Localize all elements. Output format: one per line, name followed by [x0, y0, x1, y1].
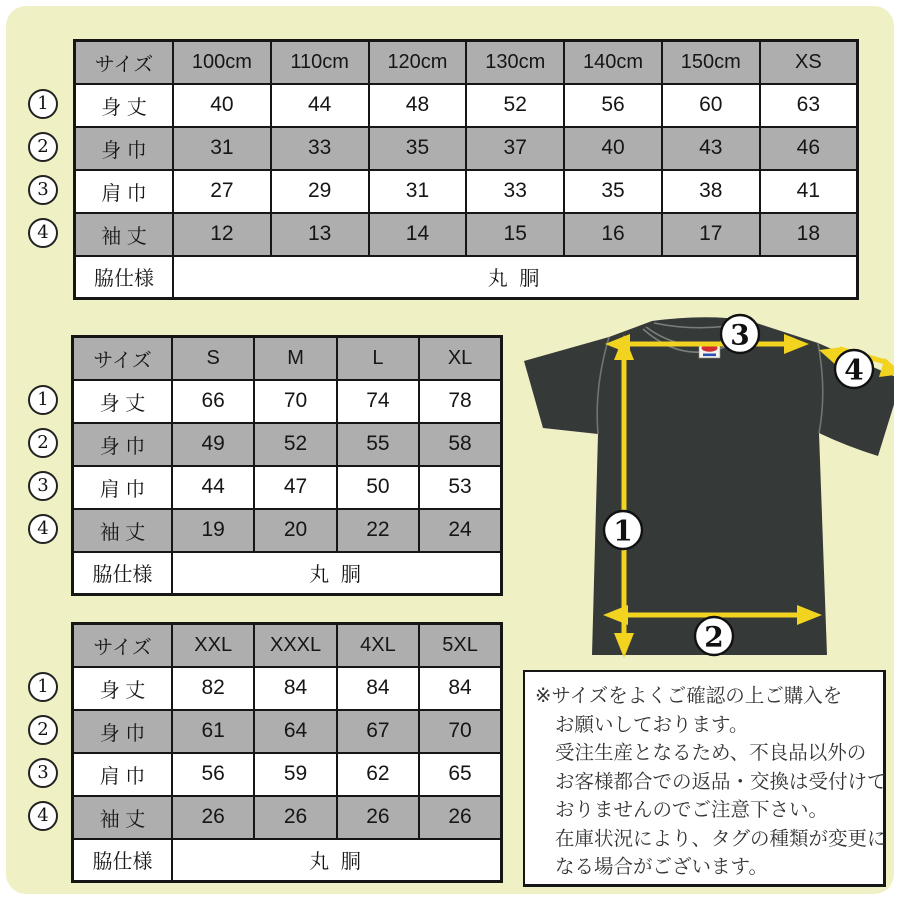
row-markers-kids-table: [28, 89, 58, 248]
circled-row-number: 3: [28, 471, 58, 501]
measure-value-cell: 84: [254, 667, 336, 710]
header-row: [73, 337, 502, 380]
measure-value-cell: 78: [419, 380, 501, 423]
circled-row-number: 1: [28, 385, 58, 415]
measure-row: [75, 213, 858, 256]
notice-line: おりませんのでご注意下さい。: [555, 799, 829, 821]
measure-value-cell: 14: [369, 213, 467, 256]
measure-label-cell: 身 巾: [73, 710, 173, 753]
measure-value-cell: 41: [760, 170, 858, 213]
measure-value-cell: 20: [254, 509, 336, 552]
size-label-header-cell: サイズ: [75, 41, 174, 84]
measure-value-cell: 70: [419, 710, 501, 753]
measure-value-cell: 63: [760, 84, 858, 127]
badge-1: [604, 511, 642, 549]
measure-value-cell: 19: [172, 509, 254, 552]
measure-row: [73, 466, 502, 509]
size-header-cell: 110cm: [271, 41, 369, 84]
measure-value-cell: 37: [466, 127, 564, 170]
size-header-cell: XL: [419, 337, 501, 380]
size-header-cell: XXXL: [254, 624, 336, 667]
measure-value-cell: 15: [466, 213, 564, 256]
measure-value-cell: 67: [337, 710, 419, 753]
side-spec-row: [73, 839, 502, 882]
measure-value-cell: 46: [760, 127, 858, 170]
size-label-header-cell: サイズ: [73, 337, 173, 380]
size-table-xxl-5xl: [71, 622, 503, 883]
measure-value-cell: 44: [172, 466, 254, 509]
measure-label-cell: 袖 丈: [73, 509, 173, 552]
notice-line: なる場合がございます。: [555, 856, 768, 878]
side-spec-value-cell: 丸 胴: [172, 552, 502, 595]
measure-value-cell: 61: [172, 710, 254, 753]
header-row: [75, 41, 858, 84]
badge-2: [695, 617, 733, 655]
measure-value-cell: 43: [662, 127, 760, 170]
measure-value-cell: 17: [662, 213, 760, 256]
circled-row-number: 3: [28, 175, 58, 205]
measure-value-cell: 16: [564, 213, 662, 256]
measure-value-cell: 70: [254, 380, 336, 423]
measure-label-cell: 身 巾: [73, 423, 173, 466]
circled-row-number: 1: [28, 672, 58, 702]
badge-4: [835, 350, 873, 388]
size-table-s-xl: [71, 335, 503, 596]
svg-text:1: 1: [613, 514, 633, 548]
measure-value-cell: 35: [369, 127, 467, 170]
measure-row: [73, 509, 502, 552]
size-header-cell: 130cm: [466, 41, 564, 84]
side-spec-label-cell: 脇仕様: [73, 839, 173, 882]
measure-value-cell: 27: [173, 170, 271, 213]
size-table-kids-xs: [73, 39, 859, 300]
measure-value-cell: 58: [419, 423, 501, 466]
measure-value-cell: 56: [564, 84, 662, 127]
measure-value-cell: 40: [564, 127, 662, 170]
measure-value-cell: 52: [466, 84, 564, 127]
size-header-cell: XXL: [172, 624, 254, 667]
measure-value-cell: 22: [337, 509, 419, 552]
notice-line: 受注生産となるため、不良品以外の: [555, 742, 867, 764]
measure-label-cell: 肩 巾: [73, 753, 173, 796]
circled-row-number: 4: [28, 801, 58, 831]
measure-value-cell: 74: [337, 380, 419, 423]
purchase-notice-box: [523, 670, 886, 887]
measure-value-cell: 52: [254, 423, 336, 466]
measure-row: [73, 710, 502, 753]
measure-value-cell: 55: [337, 423, 419, 466]
size-header-cell: M: [254, 337, 336, 380]
size-header-cell: 120cm: [369, 41, 467, 84]
measure-value-cell: 31: [369, 170, 467, 213]
measure-value-cell: 64: [254, 710, 336, 753]
circled-row-number: 4: [28, 514, 58, 544]
notice-line: お願いしております。: [555, 713, 749, 736]
notice-line: お客様都合での返品・交換は受付けて: [555, 770, 887, 793]
circled-row-number: 4: [28, 218, 58, 248]
measure-value-cell: 84: [419, 667, 501, 710]
measure-value-cell: 62: [337, 753, 419, 796]
side-spec-row: [73, 552, 502, 595]
notice-line: 在庫状況により、タグの種類が変更に: [555, 827, 887, 850]
notice-line: ※サイズをよくご確認の上ご購入を: [535, 685, 843, 707]
measure-value-cell: 48: [369, 84, 467, 127]
measure-row: [73, 380, 502, 423]
measure-label-cell: 肩 巾: [75, 170, 174, 213]
measure-value-cell: 59: [254, 753, 336, 796]
measure-row: [75, 127, 858, 170]
measure-value-cell: 60: [662, 84, 760, 127]
measure-value-cell: 84: [337, 667, 419, 710]
circled-row-number: 2: [28, 428, 58, 458]
measure-value-cell: 18: [760, 213, 858, 256]
measure-value-cell: 66: [172, 380, 254, 423]
measure-label-cell: 身 丈: [73, 380, 173, 423]
circled-row-number: 2: [28, 715, 58, 745]
measure-value-cell: 65: [419, 753, 501, 796]
measure-value-cell: 26: [172, 796, 254, 839]
measure-value-cell: 33: [466, 170, 564, 213]
size-chart-panel: [6, 6, 894, 894]
measure-label-cell: 身 丈: [75, 84, 174, 127]
measure-value-cell: 44: [271, 84, 369, 127]
side-spec-label-cell: 脇仕様: [75, 256, 174, 299]
measure-row: [75, 170, 858, 213]
measure-value-cell: 38: [662, 170, 760, 213]
measure-value-cell: 31: [173, 127, 271, 170]
size-header-cell: 100cm: [173, 41, 271, 84]
side-spec-value-cell: 丸 胴: [173, 256, 858, 299]
circled-row-number: 1: [28, 89, 58, 119]
badge-3: [721, 315, 759, 353]
header-row: [73, 624, 502, 667]
measure-label-cell: 身 巾: [75, 127, 174, 170]
size-header-cell: S: [172, 337, 254, 380]
side-spec-label-cell: 脇仕様: [73, 552, 173, 595]
measure-value-cell: 56: [172, 753, 254, 796]
measure-label-cell: 肩 巾: [73, 466, 173, 509]
circled-row-number: 3: [28, 758, 58, 788]
measure-value-cell: 29: [271, 170, 369, 213]
measure-row: [73, 423, 502, 466]
measure-row: [73, 796, 502, 839]
row-markers-adult-table: [28, 385, 58, 544]
measure-value-cell: 12: [173, 213, 271, 256]
measure-value-cell: 26: [254, 796, 336, 839]
measure-value-cell: 50: [337, 466, 419, 509]
size-header-cell: XS: [760, 41, 858, 84]
size-header-cell: 4XL: [337, 624, 419, 667]
measure-value-cell: 26: [337, 796, 419, 839]
measure-value-cell: 24: [419, 509, 501, 552]
measure-value-cell: 40: [173, 84, 271, 127]
measure-value-cell: 49: [172, 423, 254, 466]
size-header-cell: 5XL: [419, 624, 501, 667]
measure-value-cell: 47: [254, 466, 336, 509]
measure-row: [73, 667, 502, 710]
svg-text:4: 4: [844, 353, 864, 387]
measure-value-cell: 13: [271, 213, 369, 256]
measure-value-cell: 33: [271, 127, 369, 170]
measure-value-cell: 35: [564, 170, 662, 213]
measure-value-cell: 26: [419, 796, 501, 839]
size-header-cell: 140cm: [564, 41, 662, 84]
measure-value-cell: 53: [419, 466, 501, 509]
tshirt-measurement-diagram: [506, 306, 894, 676]
circled-row-number: 2: [28, 132, 58, 162]
measure-row: [73, 753, 502, 796]
measure-label-cell: 袖 丈: [73, 796, 173, 839]
svg-text:3: 3: [730, 318, 750, 352]
side-spec-row: [75, 256, 858, 299]
measure-label-cell: 袖 丈: [75, 213, 174, 256]
measure-label-cell: 身 丈: [73, 667, 173, 710]
row-markers-plus-table: [28, 672, 58, 831]
measure-value-cell: 82: [172, 667, 254, 710]
size-header-cell: 150cm: [662, 41, 760, 84]
size-header-cell: L: [337, 337, 419, 380]
measure-row: [75, 84, 858, 127]
size-label-header-cell: サイズ: [73, 624, 173, 667]
side-spec-value-cell: 丸 胴: [172, 839, 502, 882]
svg-text:2: 2: [704, 620, 724, 654]
